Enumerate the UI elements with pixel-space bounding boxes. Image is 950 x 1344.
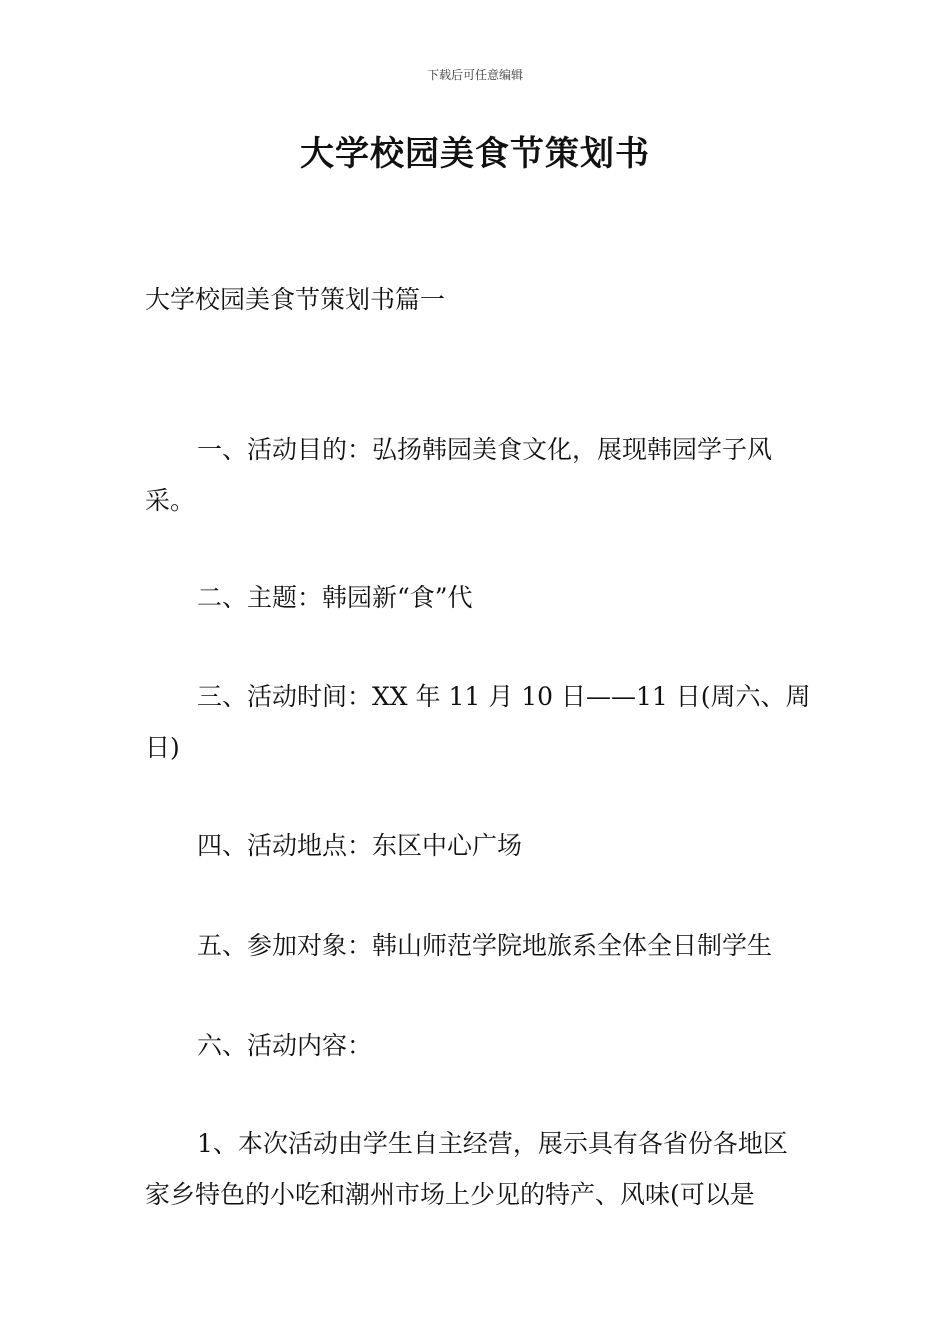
- paragraph-participants: [145, 922, 810, 970]
- paragraph-time: [145, 673, 810, 772]
- paragraph-line: 一、活动目的：弘扬韩园美食文化，展现韩园学子风: [197, 435, 773, 464]
- paragraph-content-1: [145, 1120, 810, 1219]
- document-title: 大学校园美食节策划书: [300, 134, 650, 174]
- paragraph-line: 六、活动内容：: [197, 1031, 373, 1060]
- paragraph-line: 1、本次活动由学生自主经营，展示具有各省份各地区: [197, 1129, 788, 1158]
- paragraph-line: 三、活动时间：XX 年 11 月 10 日——11 日(周六、周: [197, 682, 811, 711]
- paragraph-location: [145, 822, 810, 870]
- paragraph-theme: [145, 574, 810, 622]
- paragraph-line: 四、活动地点：东区中心广场: [197, 831, 523, 860]
- header-note: 下载后可任意编辑: [426, 68, 523, 82]
- subtitle: 大学校园美食节策划书篇一: [145, 285, 446, 314]
- paragraph-purpose: [145, 426, 810, 525]
- paragraph-line: 五、参加对象：韩山师范学院地旅系全体全日制学生: [197, 931, 773, 960]
- paragraph-content-heading: [145, 1022, 810, 1070]
- paragraph-line: 二、主题：韩园新“食”代: [197, 583, 473, 612]
- paragraph-line: 日): [145, 733, 180, 762]
- paragraph-line: 采。: [145, 486, 196, 515]
- paragraph-line: 家乡特色的小吃和潮州市场上少见的特产、风味(可以是: [145, 1180, 755, 1209]
